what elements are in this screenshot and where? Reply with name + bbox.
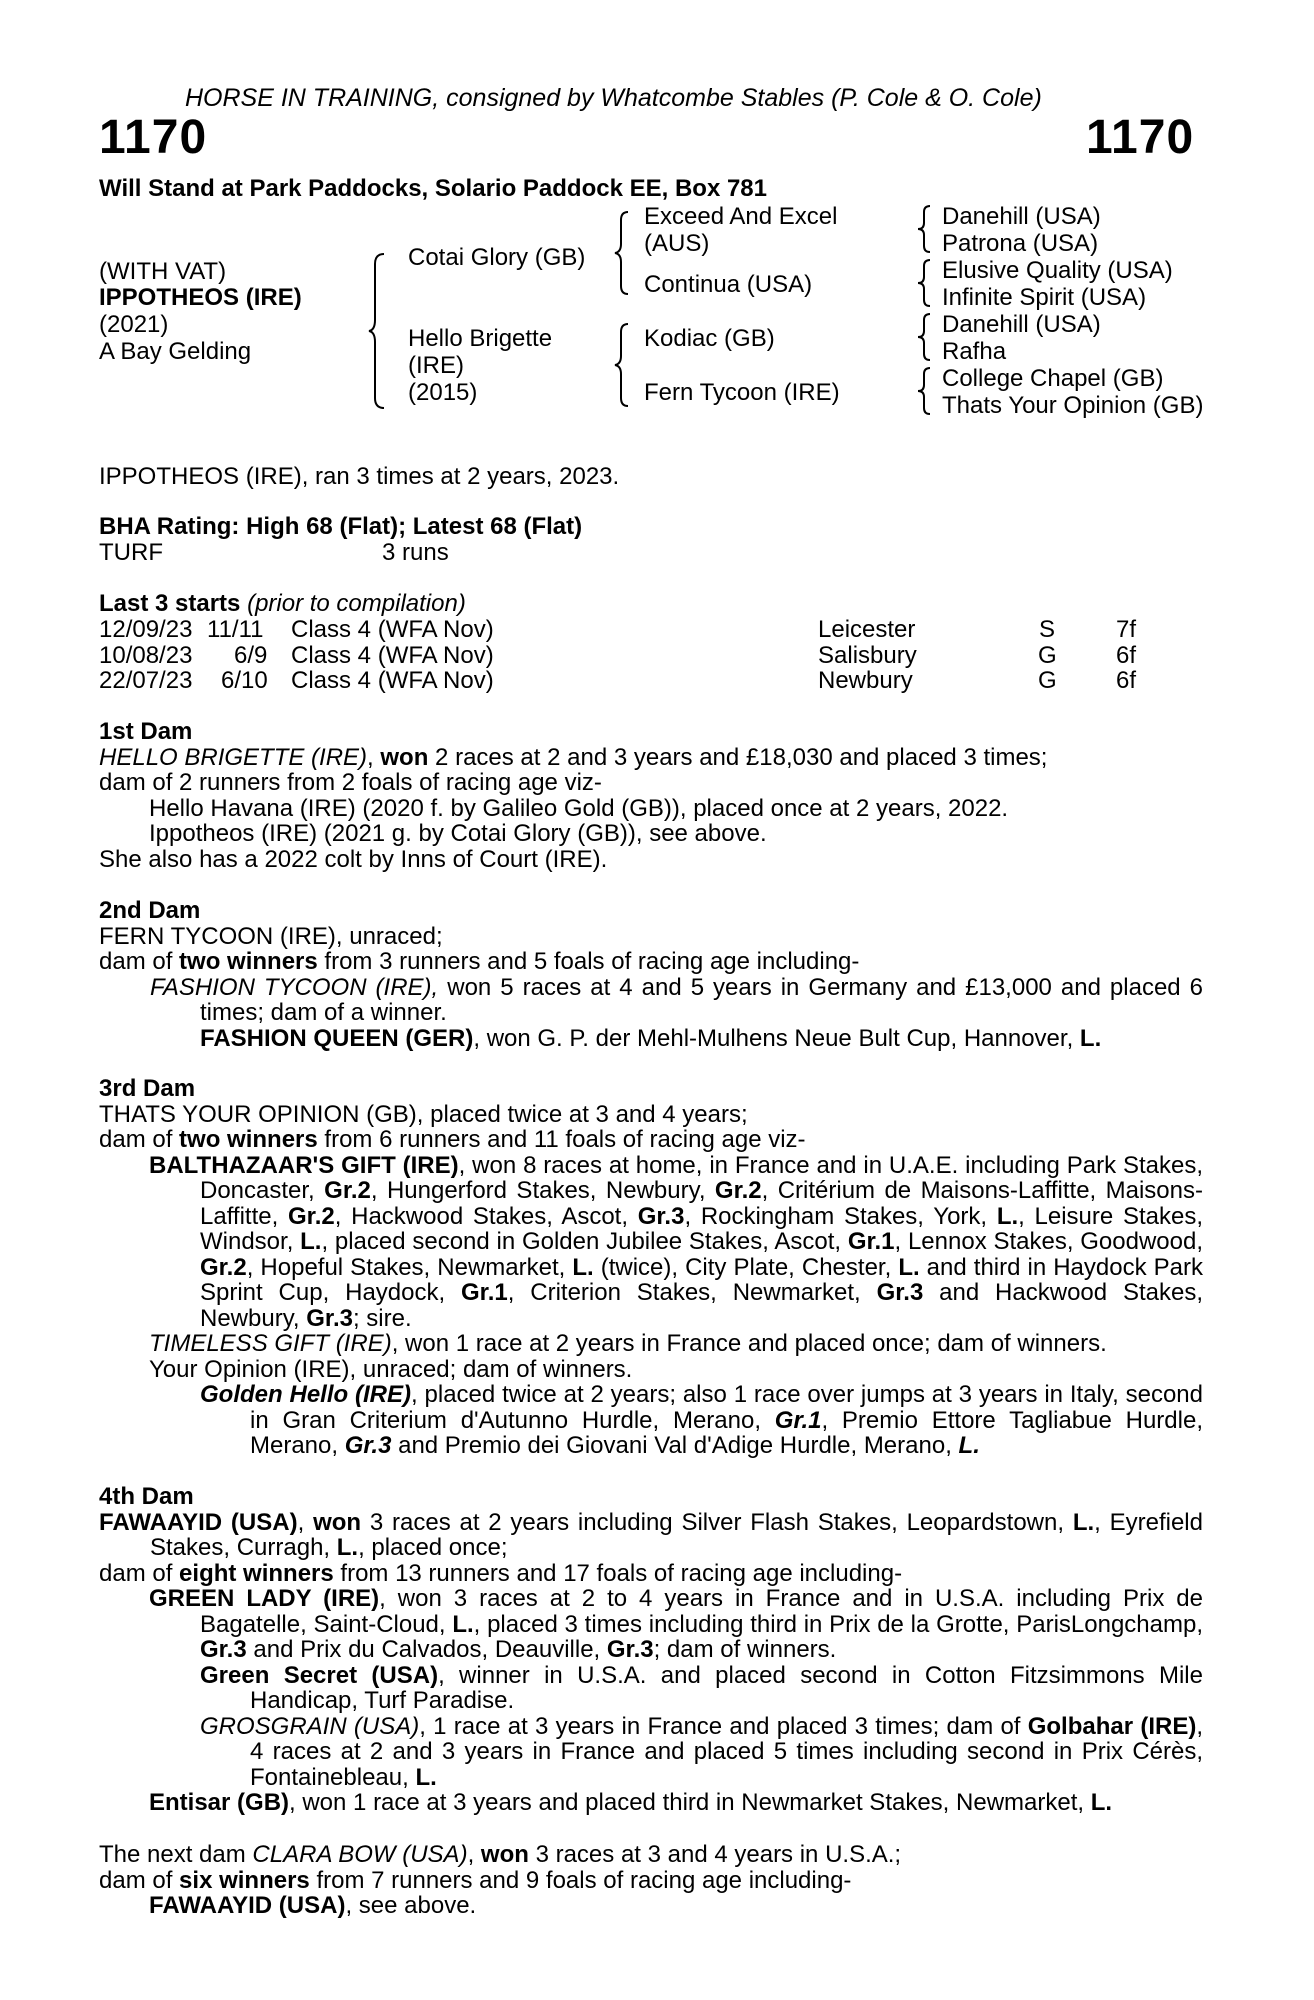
dam-dam: Fern Tycoon (IRE) — [644, 379, 840, 406]
pedigree-brace-sire — [614, 210, 632, 296]
start-position: 6/10 — [221, 667, 268, 694]
text: , won 8 races at home, in France and in U.A.E. including Park Stakes, Doncaster, — [200, 1151, 1203, 1204]
produce-name: GROSGRAIN (USA) — [200, 1712, 420, 1740]
produce-item — [99, 1790, 1203, 1816]
gen3-dsd: Rafha — [942, 338, 1007, 365]
dam-line: THATS YOUR OPINION (GB), placed twice at 3 and 4 years; — [99, 1100, 748, 1128]
dam-line — [99, 745, 1203, 771]
produce-record: , winner in U.S.A. and placed second in Cotton Fitzsimmons Mile Handicap, Turf Paradise. — [250, 1661, 1203, 1714]
gen3-ddd: Thats Your Opinion (GB) — [942, 392, 1204, 419]
grade-mark: Gr.3 — [200, 1636, 247, 1663]
produce-item — [99, 1893, 1203, 1919]
text: from 7 runners and 9 foals of racing age including- — [309, 1866, 852, 1894]
text: dam of — [99, 948, 180, 975]
text: , Criterion Stakes, Newmarket, — [507, 1279, 877, 1306]
race-summary: IPPOTHEOS (IRE), ran 3 times at 2 years, 2023. — [99, 463, 620, 490]
grade-mark: Gr.1 — [847, 1228, 895, 1255]
start-date: 22/07/23 — [99, 667, 193, 694]
dam-line — [99, 1842, 1203, 1868]
text: and Hackwood Stakes, Newbury, — [200, 1279, 1204, 1332]
won-label: won — [380, 743, 429, 771]
text: , 1 race at 3 years in France and placed 3 times; dam of — [419, 1712, 1028, 1740]
start-distance: 6f — [1116, 667, 1137, 694]
grade-mark: Gr.3 — [637, 1202, 685, 1230]
dam-line — [99, 1510, 1203, 1561]
listed-mark: L. — [898, 1253, 920, 1281]
separator: , — [297, 1508, 314, 1536]
dam-name: CLARA BOW (USA) — [252, 1841, 468, 1868]
starts-note: (prior to compilation) — [247, 590, 466, 617]
listed-mark: L. — [336, 1534, 359, 1561]
gen3-ssd: Patrona (USA) — [942, 230, 1099, 257]
listed-mark: L. — [1090, 1789, 1113, 1816]
text: The next dam — [99, 1841, 253, 1868]
next-dam-section — [99, 1842, 1203, 1919]
gen3-sss: Danehill (USA) — [942, 203, 1101, 230]
produce-line — [99, 1127, 1203, 1153]
grade-mark: Gr.2 — [288, 1202, 335, 1230]
produce-item — [99, 1714, 1203, 1791]
starts-heading — [99, 591, 466, 617]
start-course: Leicester — [818, 616, 916, 643]
text: , placed second in Golden Jubilee Stakes, Ascot, — [321, 1228, 848, 1255]
text: ; dam of winners. — [653, 1636, 837, 1663]
text: from 13 runners and 17 foals of racing age including- — [333, 1559, 903, 1587]
text: dam of — [99, 1559, 180, 1587]
start-position: 6/9 — [234, 642, 268, 669]
separator: , — [367, 743, 381, 771]
produce-note: She also has a 2022 colt by Inns of Court (IRE). — [99, 845, 608, 873]
sire-sire-line2: (AUS) — [644, 230, 710, 257]
text: and Premio dei Giovani Val d'Adige Hurdle, Merano, — [391, 1432, 959, 1459]
produce-item — [99, 975, 1203, 1026]
text: , Hackwood Stakes, Ascot, — [334, 1202, 638, 1230]
winners-count: six winners — [179, 1866, 310, 1894]
fourth-dam-section — [99, 1484, 1203, 1816]
lot-number-right: 1170 — [1086, 111, 1195, 164]
start-going: S — [1039, 616, 1056, 643]
won-label: won — [313, 1508, 362, 1536]
start-race: Class 4 (WFA Nov) — [291, 667, 494, 694]
produce-item: Ippotheos (IRE) (2021 g. by Cotai Glory (GB)), see above. — [149, 820, 767, 847]
text: dam of — [99, 1126, 180, 1153]
text: , placed once; — [358, 1534, 508, 1561]
start-race: Class 4 (WFA Nov) — [291, 642, 494, 669]
listed-mark: L. — [996, 1202, 1019, 1230]
listed-mark: L. — [415, 1763, 437, 1791]
produce-record: , won G. P. der Mehl-Mulhens Neue Bult Cup, Hannover, — [473, 1024, 1080, 1052]
text: , Hopeful Stakes, Newmarket, — [246, 1253, 573, 1281]
text: , Eyrefield Stakes, Curragh, — [150, 1508, 1203, 1561]
vat-note: (WITH VAT) — [99, 258, 227, 285]
produce-name: Golbahar (IRE) — [1027, 1712, 1197, 1740]
start-going: G — [1038, 667, 1057, 694]
produce-record: , see above. — [345, 1892, 477, 1919]
text: dam of — [99, 1866, 180, 1894]
text: , placed twice at 2 years; also 1 race over jumps at 3 years in Italy, second in Gran Criterium d'Autunno Hurdle, Merano, — [250, 1381, 1203, 1434]
text: and third in Haydock Park Sprint Cup, Haydock, — [200, 1253, 1203, 1306]
sire-dam: Continua (USA) — [644, 271, 813, 298]
produce-item — [99, 1153, 1203, 1332]
produce-item: Your Opinion (IRE), unraced; dam of winners. — [149, 1355, 633, 1383]
horse-year: (2021) — [99, 311, 169, 338]
produce-item — [99, 1331, 1203, 1357]
grade-mark: Gr.3 — [606, 1636, 654, 1663]
grade-mark: Gr.3 — [306, 1304, 353, 1332]
consignor-line: HORSE IN TRAINING, consigned by Whatcombe Stables (P. Cole & O. Cole) — [185, 84, 1042, 112]
produce-name: FAWAAYID (USA) — [149, 1892, 346, 1919]
text: from 3 runners and 5 foals of racing age including- — [317, 948, 860, 975]
produce-item — [99, 1663, 1203, 1714]
pedigree-brace-dd — [917, 366, 933, 416]
text: , placed 3 times including third in Prix de la Grotte, ParisLongchamp, — [473, 1610, 1203, 1638]
listed-mark: L. — [1072, 1508, 1095, 1536]
section-title: 4th Dam — [99, 1483, 194, 1510]
start-race: Class 4 (WFA Nov) — [291, 616, 494, 643]
text: , Critérium de Maisons-Laffitte, Maisons-Laffitte, — [200, 1177, 1203, 1230]
grade-mark: Gr.1 — [774, 1406, 822, 1434]
produce-item — [99, 1026, 1203, 1052]
start-distance: 6f — [1116, 642, 1137, 669]
rating-title: BHA Rating: High 68 (Flat); Latest 68 (Flat) — [99, 513, 583, 540]
gen3-dds: College Chapel (GB) — [942, 365, 1164, 392]
produce-name: FASHION QUEEN (GER) — [200, 1024, 474, 1052]
produce-line: dam of 2 runners from 2 foals of racing age viz- — [99, 769, 602, 796]
text: , 4 races at 2 and 3 years in France and placed 5 times including second in Prix Cérès, Fontainebleau, — [250, 1712, 1203, 1791]
produce-name: Green Secret (USA) — [200, 1661, 439, 1689]
produce-record: , won 1 race at 3 years and placed third in Newmarket Stakes, Newmarket, — [289, 1789, 1091, 1816]
listed-mark: L. — [572, 1253, 594, 1281]
pedigree-brace-ss — [917, 204, 933, 254]
pedigree-brace-sd — [917, 258, 933, 308]
horse-description: A Bay Gelding — [99, 338, 252, 365]
gen3-dss: Danehill (USA) — [942, 311, 1101, 338]
gen3-sdd: Infinite Spirit (USA) — [942, 284, 1147, 311]
text: ; sire. — [352, 1304, 412, 1332]
grade-mark: Gr.2 — [324, 1177, 371, 1204]
grade-mark: Gr.2 — [200, 1253, 247, 1281]
text: , won 3 races at 2 to 4 years in France and in U.S.A. including Prix de Bagatelle, Saint-Cloud, — [200, 1585, 1203, 1638]
listed-mark: L. — [300, 1228, 322, 1255]
listed-mark: L. — [958, 1432, 980, 1459]
produce-name: Entisar (GB) — [149, 1789, 290, 1816]
produce-line — [99, 1868, 1203, 1894]
text: 3 races at 2 years including Silver Flash Stakes, Leopardstown, — [361, 1508, 1073, 1536]
grade-mark: Gr.2 — [714, 1177, 762, 1204]
section-title: 3rd Dam — [99, 1075, 196, 1102]
pedigree-brace-dam — [614, 322, 632, 408]
dam-line3: (2015) — [408, 379, 478, 406]
section-title: 2nd Dam — [99, 897, 201, 924]
text: (twice), City Plate, Chester, — [593, 1253, 899, 1281]
text: , Lennox Stakes, Goodwood, — [894, 1228, 1204, 1255]
start-position: 11/11 — [207, 616, 264, 643]
produce-name: FASHION TYCOON (IRE), — [150, 973, 439, 1001]
winners-count: two winners — [179, 948, 318, 975]
grade-mark: Gr.3 — [344, 1432, 392, 1459]
grade-mark: Gr.3 — [876, 1279, 924, 1306]
sire-sire-line1: Exceed And Excel — [644, 203, 838, 230]
produce-item — [99, 1382, 1203, 1459]
produce-name: GREEN LADY (IRE) — [149, 1585, 380, 1612]
rating-runs: 3 runs — [382, 539, 449, 566]
gen3-sds: Elusive Quality (USA) — [942, 257, 1173, 284]
third-dam-section — [99, 1076, 1203, 1459]
listed-mark: L. — [1079, 1024, 1102, 1052]
dam-name: HELLO BRIGETTE (IRE) — [99, 743, 368, 771]
listed-mark: L. — [452, 1610, 474, 1638]
text: , Premio Ettore Tagliabue Hurdle, Merano, — [250, 1406, 1203, 1459]
produce-record: , won 1 race at 2 years in France and placed once; dam of winners. — [391, 1330, 1107, 1357]
produce-item — [99, 1586, 1203, 1663]
second-dam-section — [99, 898, 1203, 1051]
text: from 6 runners and 11 foals of racing age viz- — [317, 1126, 806, 1153]
dam-name: FAWAAYID (USA) — [99, 1508, 298, 1536]
text: and Prix du Calvados, Deauville, — [246, 1636, 607, 1663]
produce-name: BALTHAZAAR'S GIFT (IRE) — [149, 1151, 459, 1179]
text: , Leisure Stakes, Windsor, — [200, 1202, 1204, 1255]
winners-count: two winners — [179, 1126, 318, 1153]
sire: Cotai Glory (GB) — [408, 244, 586, 271]
won-label: won — [480, 1841, 529, 1868]
dam-line: FERN TYCOON (IRE), unraced; — [99, 922, 443, 950]
produce-name: Golden Hello (IRE) — [200, 1381, 412, 1408]
produce-line — [99, 949, 1203, 975]
start-going: G — [1038, 642, 1057, 669]
start-date: 12/09/23 — [99, 616, 193, 643]
start-course: Newbury — [818, 667, 913, 694]
start-course: Salisbury — [818, 642, 917, 669]
produce-item: Hello Havana (IRE) (2020 f. by Galileo Gold (GB)), placed once at 2 years, 2022. — [149, 794, 1009, 822]
start-distance: 7f — [1116, 616, 1137, 643]
dam-record: 2 races at 2 and 3 years and £18,030 and placed 3 times; — [428, 743, 1048, 771]
winners-count: eight winners — [179, 1559, 334, 1587]
dam-line1: Hello Brigette — [408, 325, 553, 352]
separator: , — [467, 1841, 481, 1868]
produce-record: won 5 races at 4 and 5 years in Germany and £13,000 and placed 6 times; dam of a winner. — [200, 973, 1204, 1026]
produce-name: TIMELESS GIFT (IRE) — [149, 1330, 392, 1357]
section-title: 1st Dam — [99, 718, 193, 745]
text: , Hungerford Stakes, Newbury, — [370, 1177, 715, 1204]
dam-sire: Kodiac (GB) — [644, 325, 775, 352]
lot-number-left: 1170 — [99, 111, 208, 164]
rating-surface: TURF — [99, 539, 163, 566]
pedigree-brace-main — [368, 252, 388, 410]
horse-name: IPPOTHEOS (IRE) — [99, 284, 302, 311]
starts-title: Last 3 starts — [99, 590, 241, 617]
first-dam-section — [99, 719, 1203, 872]
grade-mark: Gr.1 — [461, 1279, 508, 1306]
stand-location: Will Stand at Park Paddocks, Solario Paddock EE, Box 781 — [99, 175, 768, 202]
text: , Rockingham Stakes, York, — [684, 1202, 997, 1230]
pedigree-brace-ds — [917, 312, 933, 362]
start-date: 10/08/23 — [99, 642, 193, 669]
dam-line2: (IRE) — [408, 352, 464, 379]
produce-line — [99, 1561, 1203, 1587]
text: 3 races at 3 and 4 years in U.S.A.; — [528, 1841, 902, 1868]
